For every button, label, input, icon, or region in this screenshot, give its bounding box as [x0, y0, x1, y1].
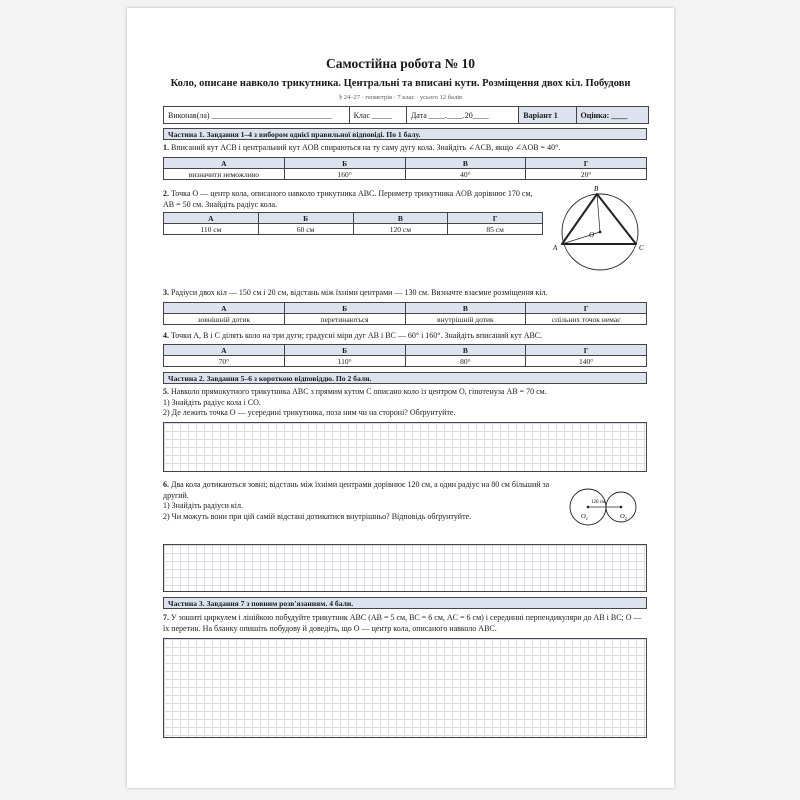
- question-6-number: 6.: [163, 480, 169, 489]
- question-6: [163, 480, 553, 522]
- answer-grid-5[interactable]: [163, 422, 647, 472]
- center-o-dot: [599, 231, 602, 234]
- part1-header: Частина 1. Завдання 1–4 з вибором однієї правильної відповіді. По 1 балу.: [163, 128, 647, 140]
- answer-letter: Г: [526, 303, 647, 314]
- answer-option[interactable]: перетинаються: [284, 314, 405, 325]
- label-a: A: [553, 244, 558, 252]
- question-5-text: Навколо прямокутного трикутника ABC з прямим кутом C описано коло із центром O, гіпотенуза AB = 70 см.: [171, 387, 547, 396]
- question-2: [163, 189, 543, 210]
- answer-letter: В: [405, 345, 526, 356]
- question-5: [163, 387, 647, 419]
- answer-option[interactable]: 120 см: [353, 224, 448, 235]
- label-o: O: [589, 231, 595, 239]
- answer-letter: Б: [284, 345, 405, 356]
- question-6-subtask-1: 1) Знайдіть радіуси кіл.: [163, 501, 243, 510]
- answer-letter: Б: [284, 303, 405, 314]
- page-meta: § 24–27 · геометрія · 7 клас · усього 12 балів: [338, 94, 463, 101]
- page-title: Самостійна робота № 10: [325, 56, 476, 71]
- question-2-text: Точка O — центр кола, описаного навколо трикутника ABC. Периметр трикутника AOB дорівнює 170 см, AB = 50 см. Знайдіть радіус кола.: [163, 189, 533, 209]
- answer-grid-6[interactable]: [163, 544, 647, 592]
- question-7: [163, 613, 647, 634]
- question-5-line: [163, 387, 647, 398]
- question-1-text: Вписаний кут ACB і центральний кут AOB спираються на ту саму дугу кола. Знайдіть ∠ACB, якщо ∠AOB = 40°.: [171, 143, 561, 152]
- answer-option[interactable]: 110°: [284, 356, 405, 367]
- answer-option[interactable]: 60 см: [258, 224, 353, 235]
- answer-letter: Г: [526, 158, 647, 169]
- answer-grid-7[interactable]: [163, 638, 647, 738]
- page-subtitle: Коло, описане навколо трикутника. Центральні та вписані кути. Розміщення двох кіл. Побудови: [170, 78, 631, 89]
- question-3-answers: [163, 302, 647, 325]
- part3-header: Частина 3. Завдання 7 з повним розв'язанням. 4 бали.: [163, 597, 647, 609]
- date-field[interactable]: Дата ____.____.20____: [407, 107, 519, 123]
- variant-label: Варіант 1: [519, 107, 576, 123]
- part2-header: Частина 2. Завдання 5–6 з короткою відповіддю. По 2 бали.: [163, 372, 647, 384]
- question-6-text: Два кола дотикаються зовні; відстань між їхніми центрами дорівнює 120 см, а один радіус на 80 см більший за другий.: [163, 480, 550, 500]
- question-2-number: 2.: [163, 189, 169, 198]
- answer-letter: В: [405, 303, 526, 314]
- class-field[interactable]: Клас _____: [350, 107, 407, 123]
- answer-letter: А: [164, 345, 285, 356]
- answer-letter: В: [405, 158, 526, 169]
- distance-label: 120 см: [591, 500, 606, 505]
- answer-option[interactable]: 140°: [526, 356, 647, 367]
- question-6-line: [163, 480, 553, 501]
- answer-option[interactable]: зовнішній дотик: [164, 314, 285, 325]
- answer-letter: Г: [448, 213, 543, 224]
- grade-field[interactable]: Оцінка: ____: [577, 107, 648, 123]
- question-7-text: У зошиті циркулем і лінійкою побудуйте трикутник ABC (AB = 5 см, BC = 6 см, AC = 6 см) і серединні перпендикуляри до AB і BC; O — їх перетин. На бланку опишіть побудову й доведіть, що O — центр кола, описаного навколо ABC.: [163, 613, 642, 633]
- question-4-text: Точки A, B і C ділять коло на три дуги; градусні міри дуг AB і BC — 60° і 160°. Знайдіть вписаний кут ABC.: [171, 331, 543, 340]
- question-1-answers: [163, 157, 647, 180]
- answer-option[interactable]: 85 см: [448, 224, 543, 235]
- label-c: C: [639, 244, 644, 252]
- answer-option[interactable]: спільних точок немає: [526, 314, 647, 325]
- center-o1-dot: [587, 506, 590, 509]
- circumcircle-figure: [552, 186, 652, 276]
- answer-option[interactable]: 160°: [284, 169, 405, 180]
- question-6-subtask-2: 2) Чи можуть вони при цій самій відстані дотикатися внутрішньо? Відповідь обґрунтуйте.: [163, 511, 472, 521]
- question-4-answers: [163, 344, 647, 367]
- question-3: [163, 288, 647, 299]
- question-7-number: 7.: [163, 613, 169, 622]
- question-1: [163, 143, 647, 154]
- student-name-field[interactable]: Виконав(ла) ______________________________: [164, 107, 350, 123]
- question-4-number: 4.: [163, 331, 169, 340]
- answer-letter: А: [164, 213, 259, 224]
- answer-letter: Б: [284, 158, 405, 169]
- question-3-text: Радіуси двох кіл — 150 см і 20 см, відстань між їхніми центрами — 130 см. Визначте взаємне розміщення кіл.: [171, 288, 548, 297]
- question-5-subtask-2: 2) Де лежить точка O — усередині трикутника, поза ним чи на стороні? Обґрунтуйте.: [163, 408, 456, 417]
- segment-oa: [562, 232, 600, 244]
- answer-letter: Г: [526, 345, 647, 356]
- question-1-number: 1.: [163, 143, 169, 152]
- label-o1: $O_1$: [581, 513, 588, 521]
- tangent-circles-figure: [567, 483, 637, 528]
- answer-letter: В: [353, 213, 448, 224]
- answer-option[interactable]: 40°: [405, 169, 526, 180]
- question-2-answers: [163, 212, 543, 235]
- worksheet-page: [127, 8, 674, 788]
- answer-option[interactable]: визначити неможливо: [164, 169, 285, 180]
- question-4: [163, 331, 647, 342]
- label-b: B: [594, 186, 599, 193]
- question-5-subtask-1: 1) Знайдіть радіус кола і CO.: [163, 397, 261, 407]
- answer-option[interactable]: 70°: [164, 356, 285, 367]
- question-3-number: 3.: [163, 288, 169, 297]
- label-o2: $O_2$: [620, 513, 627, 521]
- student-header: [163, 106, 649, 124]
- answer-letter: А: [164, 158, 285, 169]
- question-5-number: 5.: [163, 387, 169, 396]
- segment-ob: [597, 194, 600, 232]
- answer-option[interactable]: 80°: [405, 356, 526, 367]
- answer-option[interactable]: внутрішній дотик: [405, 314, 526, 325]
- answer-letter: Б: [258, 213, 353, 224]
- center-o2-dot: [620, 506, 623, 509]
- answer-letter: А: [164, 303, 285, 314]
- answer-option[interactable]: 20°: [526, 169, 647, 180]
- answer-option[interactable]: 110 см: [164, 224, 259, 235]
